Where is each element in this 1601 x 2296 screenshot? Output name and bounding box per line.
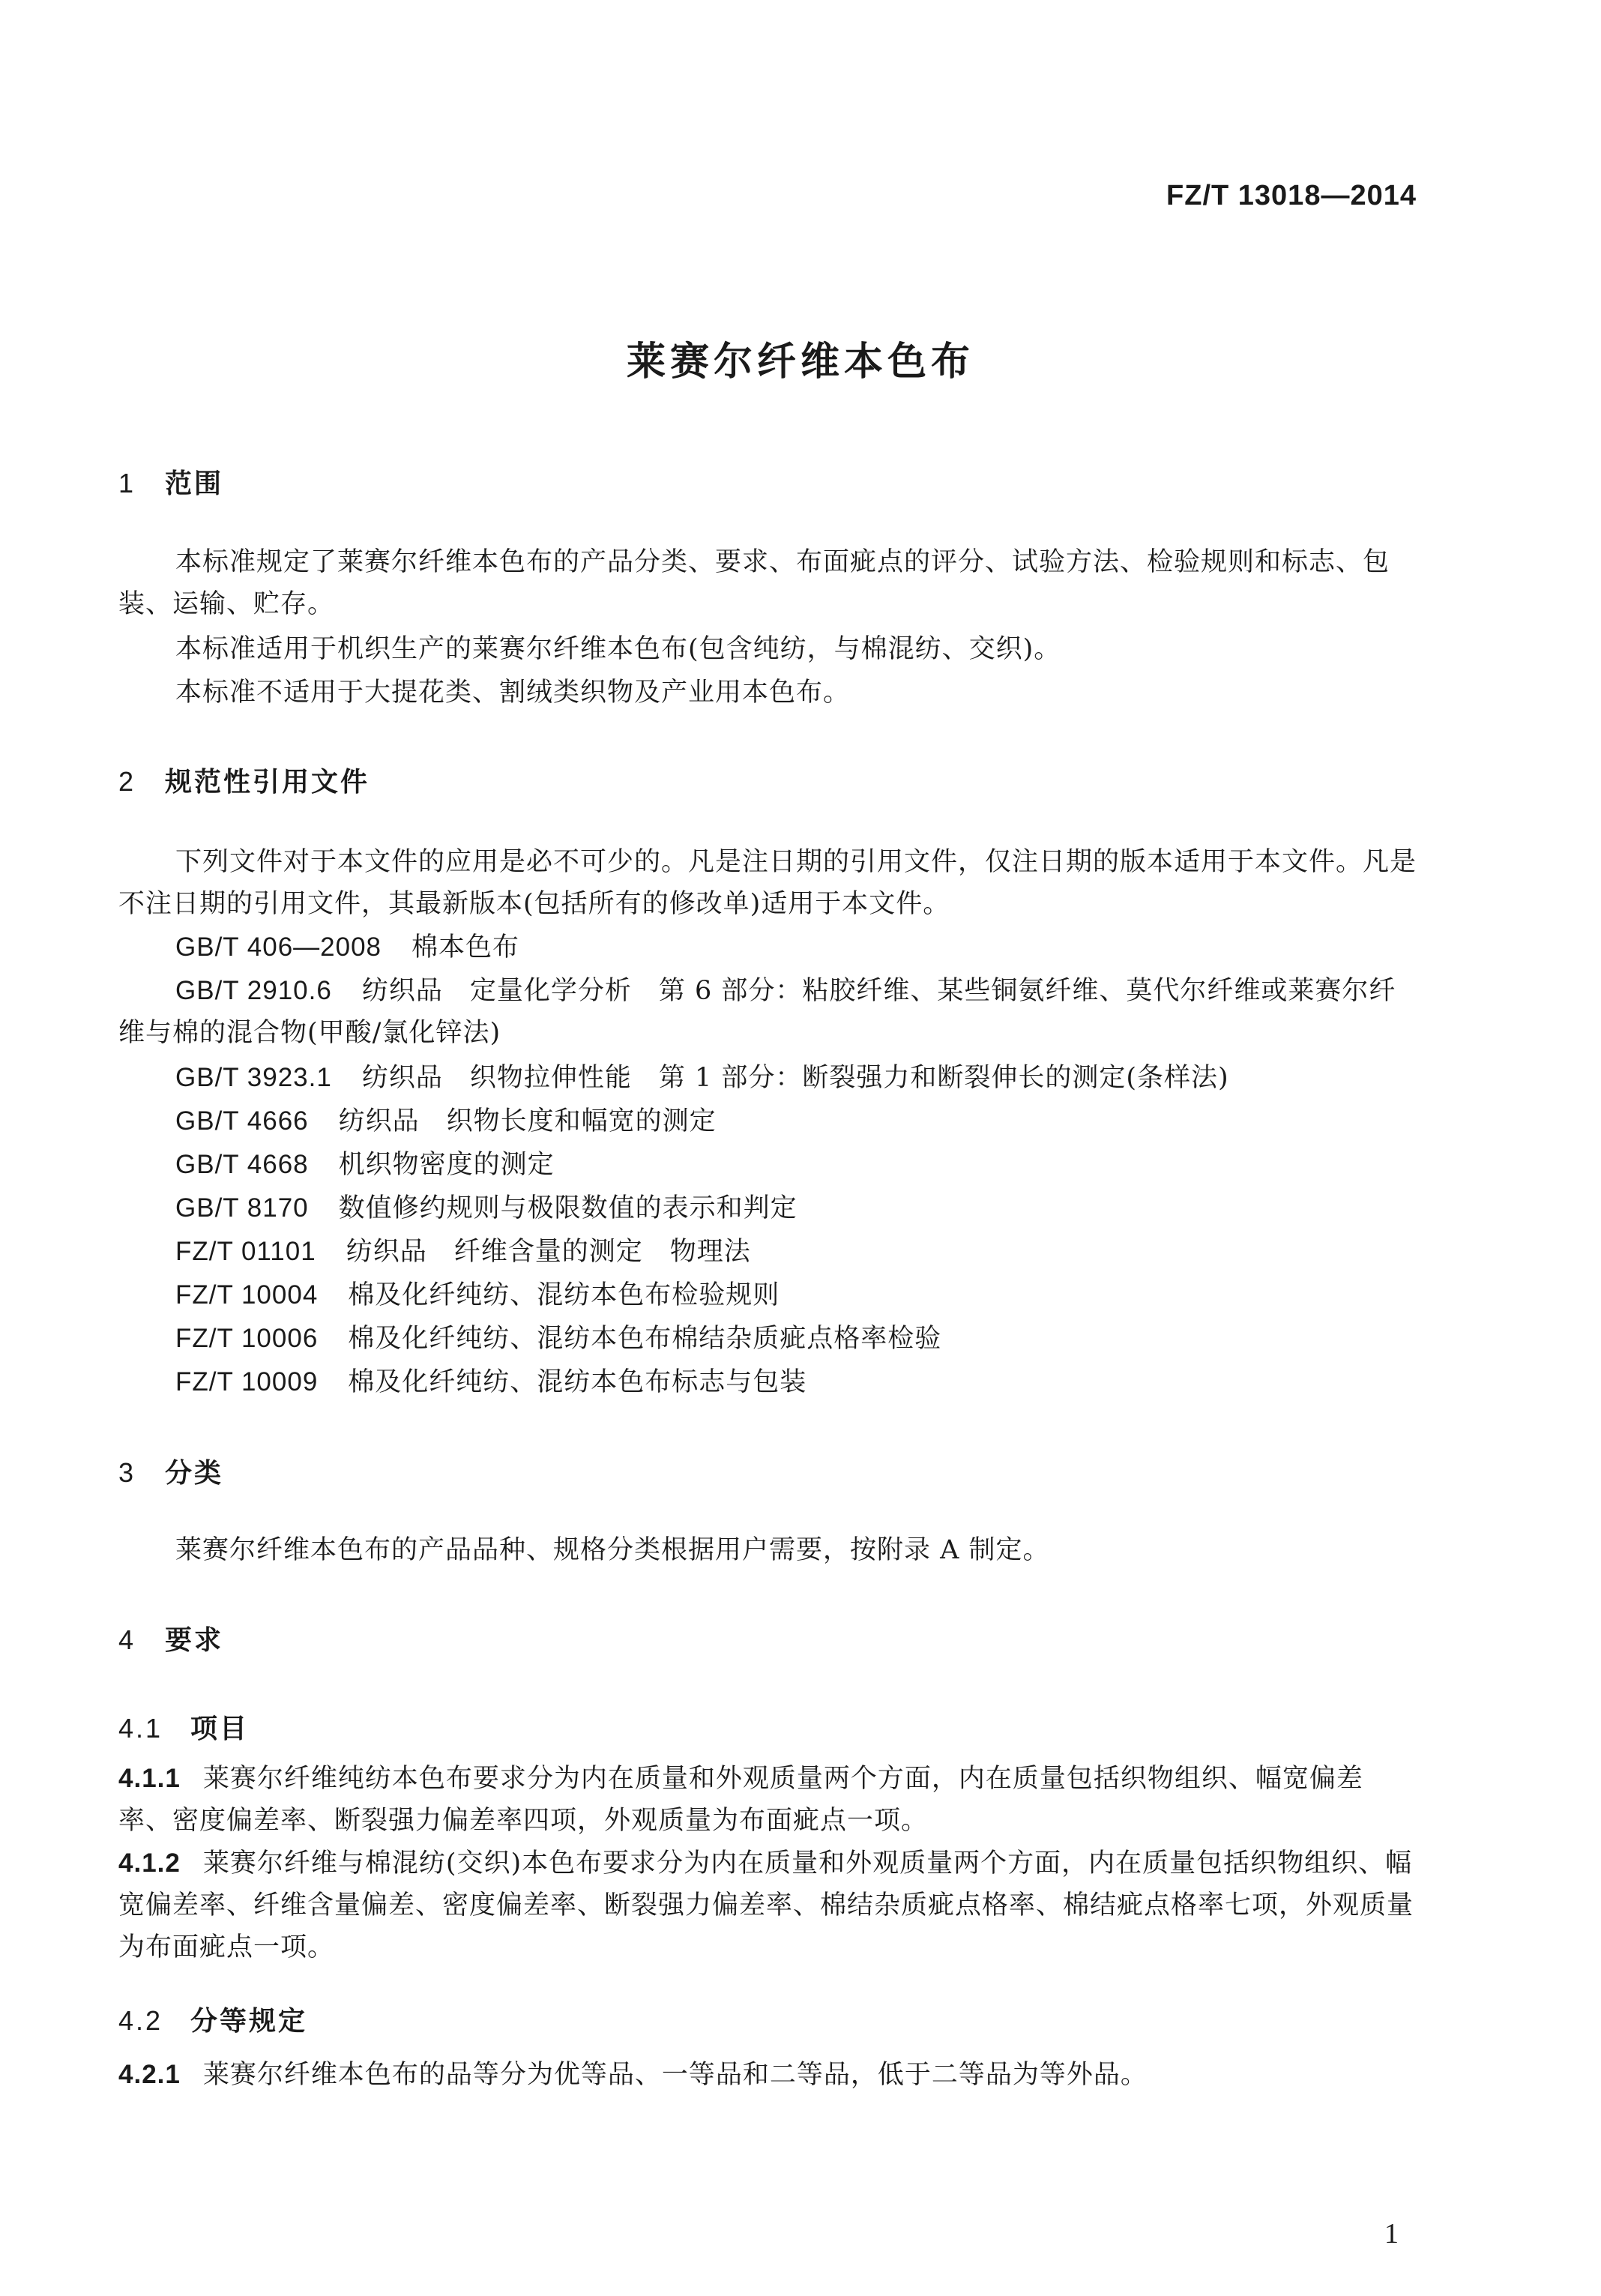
reference-code: GB/T 8170 (175, 1193, 309, 1223)
clause-text: 莱赛尔纤维纯纺本色布要求分为内在质量和外观质量两个方面，内在质量包括织物组织、幅宽偏差率、密度偏差率、断裂强力偏差率四项，外观质量为布面疵点一项。 (118, 1764, 1363, 1836)
section-2-intro: 下列文件对于本文件的应用是必不可少的。凡是注日期的引用文件，仅注日期的版本适用于本文件。凡是不注日期的引用文件，其最新版本(包括所有的修改单)适用于本文件。 (118, 847, 1417, 919)
clause-number: 4.1.1 (118, 1764, 181, 1793)
reference-item (175, 1231, 751, 1273)
subsection-title: 项目 (190, 1714, 250, 1744)
section-1-paragraph-3: 本标准不适用于大提花类、割绒类织物及产业用本色布。 (175, 678, 851, 708)
section-number: 3 (118, 1457, 136, 1488)
reference-item (175, 1274, 780, 1316)
reference-code: FZ/T 01101 (175, 1237, 316, 1266)
subsection-title: 分等规定 (190, 2006, 308, 2037)
reference-item (175, 1361, 806, 1403)
clause-text: 莱赛尔纤维与棉混纺(交织)本色布要求分为内在质量和外观质量两个方面，内在质量包括织物组织、幅宽偏差率、纤维含量偏差、密度偏差率、断裂强力偏差率、棉结杂质疵点格率、棉结疵点格率七项，外观质量为布面疵点一项。 (118, 1848, 1414, 1962)
clause-4-1-1 (118, 1758, 1417, 1842)
reference-code: FZ/T 10004 (175, 1280, 319, 1310)
reference-code: GB/T 4668 (175, 1150, 309, 1179)
reference-item (175, 1318, 941, 1360)
section-title: 规范性引用文件 (165, 767, 370, 798)
reference-item (175, 1057, 1229, 1099)
section-2-heading (118, 761, 370, 799)
section-1-paragraph-1: 本标准规定了莱赛尔纤维本色布的产品分类、要求、布面疵点的评分、试验方法、检验规则和标志、包装、运输、贮存。 (118, 547, 1390, 619)
clause-4-1-2 (118, 1842, 1417, 1968)
clause-4-2-1 (118, 2054, 1417, 2096)
reference-name: 纺织品 纤维含量的测定 物理法 (346, 1237, 751, 1267)
reference-name: 纺织品 定量化学分析 第 6 部分：粘胶纤维、某些铜氨纤维、莫代尔纤维或莱赛尔纤维与棉的混合物(甲酸/氯化锌法) (118, 976, 1396, 1048)
reference-code: FZ/T 10006 (175, 1324, 319, 1353)
reference-name: 数值修约规则与极限数值的表示和判定 (338, 1193, 798, 1223)
reference-name: 棉及化纤纯纺、混纺本色布检验规则 (348, 1280, 780, 1310)
section-1-paragraph-2: 本标准适用于机织生产的莱赛尔纤维本色布(包含纯纺，与棉混纺、交织)。 (175, 634, 1061, 664)
section-title: 分类 (165, 1458, 224, 1489)
subsection-4-1-heading (118, 1708, 249, 1746)
reference-item (175, 926, 519, 968)
section-3-paragraph: 莱赛尔纤维本色布的产品品种、规格分类根据用户需要，按附录 A 制定。 (175, 1535, 1050, 1565)
subsection-number: 4.1 (118, 1713, 163, 1744)
reference-code: GB/T 2910.6 (175, 976, 332, 1005)
subsection-number: 4.2 (118, 2005, 163, 2036)
section-title: 要求 (165, 1625, 224, 1656)
section-number: 1 (118, 468, 136, 498)
section-4-heading (118, 1619, 223, 1657)
reference-code: GB/T 406—2008 (175, 932, 382, 962)
reference-item (118, 970, 1417, 1054)
reference-item (175, 1144, 555, 1186)
section-number: 4 (118, 1624, 136, 1655)
reference-name: 纺织品 织物拉伸性能 第 1 部分：断裂强力和断裂伸长的测定(条样法) (361, 1063, 1229, 1093)
document-title: 莱赛尔纤维本色布 (626, 340, 974, 385)
reference-code: GB/T 4666 (175, 1106, 309, 1136)
reference-name: 机织物密度的测定 (338, 1150, 555, 1180)
reference-name: 棉本色布 (411, 932, 520, 962)
clause-number: 4.1.2 (118, 1848, 181, 1878)
reference-code: GB/T 3923.1 (175, 1063, 332, 1092)
reference-name: 棉及化纤纯纺、混纺本色布标志与包装 (348, 1367, 807, 1397)
clause-text: 莱赛尔纤维本色布的品等分为优等品、一等品和二等品，低于二等品为等外品。 (202, 2060, 1148, 2090)
reference-name: 纺织品 织物长度和幅宽的测定 (338, 1106, 717, 1136)
reference-item (175, 1187, 798, 1229)
section-3-heading (118, 1452, 223, 1490)
reference-item (175, 1100, 717, 1142)
reference-name: 棉及化纤纯纺、混纺本色布棉结杂质疵点格率检验 (348, 1324, 942, 1354)
subsection-4-2-heading (118, 2000, 307, 2038)
section-title: 范围 (165, 468, 224, 499)
standard-number: FZ/T 13018—2014 (1166, 180, 1417, 211)
reference-code: FZ/T 10009 (175, 1367, 319, 1396)
section-1-heading (118, 462, 223, 501)
section-number: 2 (118, 766, 136, 797)
page-number: 1 (1384, 2218, 1399, 2250)
clause-number: 4.2.1 (118, 2060, 181, 2089)
